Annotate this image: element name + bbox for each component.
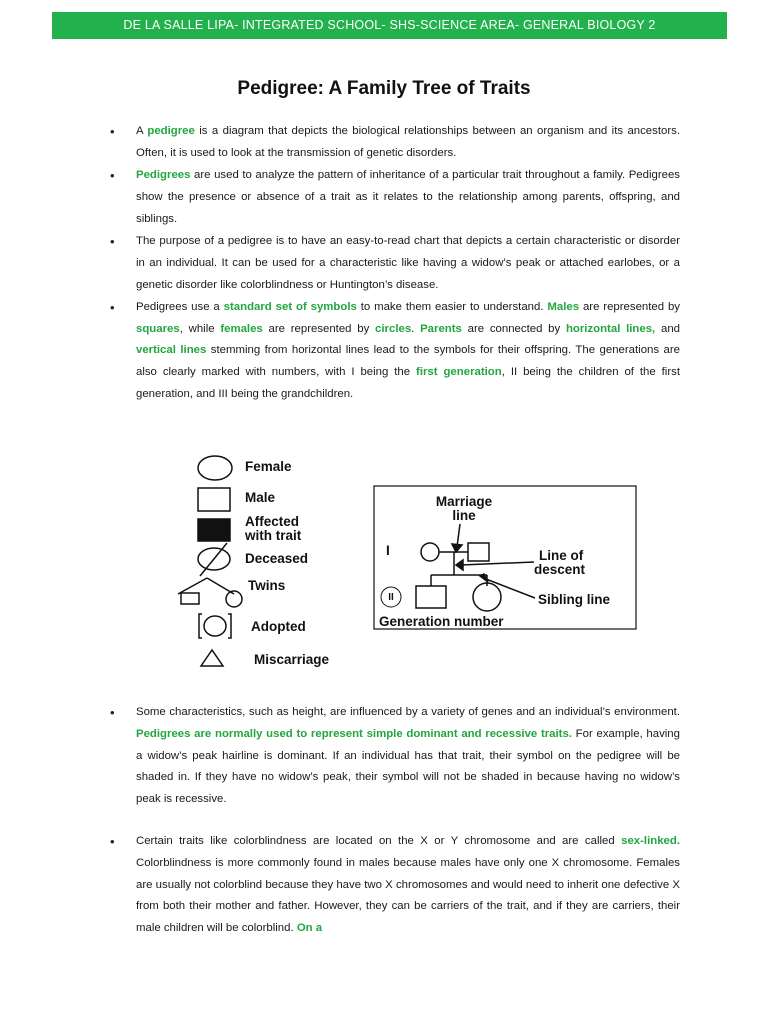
affected-label-line2: with trait xyxy=(245,528,302,543)
pedigree-example-diagram xyxy=(374,486,636,629)
adopted-bracket-left xyxy=(199,614,202,638)
text: A xyxy=(136,125,148,137)
page-title: Pedigree: A Family Tree of Traits xyxy=(237,78,531,99)
bullet-pedigree-purpose: • The purpose of a pedigree is to have an easy-to-read chart that depicts a certain characteristic or disorder in an individual. It can be used for a characteristic like having a widow’s peak or attached earlobes, or a genetic disorder like colorblindness or Huntington’s disease. xyxy=(110,231,680,296)
highlight-term: Parents xyxy=(420,322,462,335)
marriage-arrow-shaft xyxy=(457,524,460,547)
bullet-sex-linked xyxy=(110,831,680,940)
highlight-term: Pedigrees xyxy=(136,169,191,182)
adopted-bracket-right xyxy=(228,614,231,638)
text: to make them easier to understand. xyxy=(356,300,548,313)
pedigree-symbols-figure xyxy=(170,448,650,678)
text: stemming from horizontal lines lead to the symbols for their offspring. The generations are also clearly marked with numbers, with I being the xyxy=(136,344,680,379)
bullet-dominant-recessive xyxy=(110,702,680,811)
highlight-term: On a xyxy=(296,922,323,935)
marriage-line-label: Marriage xyxy=(435,494,493,509)
text: are represented by xyxy=(579,300,680,313)
twin-male-square-symbol xyxy=(181,593,199,604)
text: , while xyxy=(179,322,221,335)
affected-filled-square-symbol xyxy=(198,519,230,541)
text: are used to analyze the pattern of inheritance of a particular trait throughout a family. Pedigrees show the presence or absence of a trait as it relates to the relationship among parents, offspring, and siblings. xyxy=(136,169,680,225)
line-of-descent-label-line2: descent xyxy=(534,562,586,577)
header-banner: DE LA SALLE LIPA- INTEGRATED SCHOOL- SHS-SCIENCE AREA- GENERAL BIOLOGY 2 xyxy=(52,12,727,39)
bullet-list-top xyxy=(110,121,680,406)
descent-arrow-head xyxy=(456,560,463,570)
text: , II being the children of the first generation, and III being the grandchildren. xyxy=(136,366,680,401)
affected-label: Affected xyxy=(245,514,300,529)
male-square-symbol xyxy=(198,488,230,511)
sibling-line-label: Sibling line xyxy=(538,592,611,607)
bullet-list-bottom xyxy=(110,702,680,941)
highlight-term: Pedigrees are normally used to represent simple dominant and recessive traits. xyxy=(136,727,572,740)
text: is a diagram that depicts the biological relationships between an organism and its ancestors. Often, it is used to look at the transmission of genetic disorders. xyxy=(136,125,680,159)
female-label: Female xyxy=(245,459,292,474)
child-female-circle xyxy=(473,583,501,611)
text: Colorblindness is more commonly found in males because males have only one X chromosome. Females are usually not colorblind because they have two X chromosomes and would need to inherit one defective X from both their mother and father. However, they can be carriers of the trait, and if they are carriers, their male children will be colorblind. xyxy=(136,856,680,935)
legend-labels xyxy=(244,459,330,667)
generation-one-label: I xyxy=(386,543,390,558)
text: . xyxy=(411,322,421,335)
miscarriage-label: Miscarriage xyxy=(254,652,330,667)
highlight-term: sex-linked. xyxy=(621,834,680,847)
parent-male-square xyxy=(468,543,489,561)
twins-branch-line xyxy=(178,578,207,594)
child-male-square xyxy=(416,586,446,608)
parent-female-circle xyxy=(421,543,439,561)
male-label: Male xyxy=(245,490,276,505)
highlight-term: squares xyxy=(136,322,180,335)
marriage-line-label-line2: line xyxy=(452,508,476,523)
symbol-legend xyxy=(178,456,242,666)
text: Pedigrees use a xyxy=(136,300,224,313)
text: Some characteristics, such as height, are influenced by a variety of genes and an individual’s environment. xyxy=(136,706,680,718)
adopted-label: Adopted xyxy=(251,619,306,634)
highlight-term: pedigree xyxy=(147,125,195,137)
highlight-term: vertical lines xyxy=(136,344,207,357)
sibling-arrow-shaft xyxy=(486,579,535,598)
highlight-term: circles xyxy=(375,322,412,335)
highlight-term: standard set of symbols xyxy=(223,300,357,313)
marriage-arrow-head xyxy=(452,544,462,552)
generation-number-label: Generation number xyxy=(379,614,504,629)
highlight-term: first generation xyxy=(416,366,502,379)
descent-arrow-shaft xyxy=(461,562,534,565)
bullet-pedigree-definition xyxy=(110,121,680,165)
diagram-frame xyxy=(374,486,636,629)
text: are connected by xyxy=(461,322,566,335)
text: and xyxy=(655,322,680,335)
bullet-pedigree-use xyxy=(110,165,680,230)
adopted-circle-symbol xyxy=(204,616,226,636)
text: Certain traits like colorblindness are located on the X or Y chromosome and are called xyxy=(136,834,622,847)
text: For example, having a widow’s peak hairline is dominant. If an individual has that trait, their symbol on the pedigree will be shaded in. If they have no widow’s peak, their symbol will not be shaded in because having no widow’s peak is recessive. xyxy=(136,727,680,806)
line-of-descent-label: Line of xyxy=(539,548,584,563)
deceased-label: Deceased xyxy=(245,551,309,566)
miscarriage-triangle-symbol xyxy=(201,650,223,666)
highlight-term: horizontal lines, xyxy=(565,322,656,335)
bullet-pedigree-symbols xyxy=(110,297,680,406)
female-circle-symbol xyxy=(198,456,232,480)
highlight-term: females xyxy=(220,322,263,335)
text: are represented by xyxy=(262,322,376,335)
generation-two-label: II xyxy=(388,592,394,603)
twins-label: Twins xyxy=(248,578,286,593)
highlight-term: Males xyxy=(547,300,580,313)
